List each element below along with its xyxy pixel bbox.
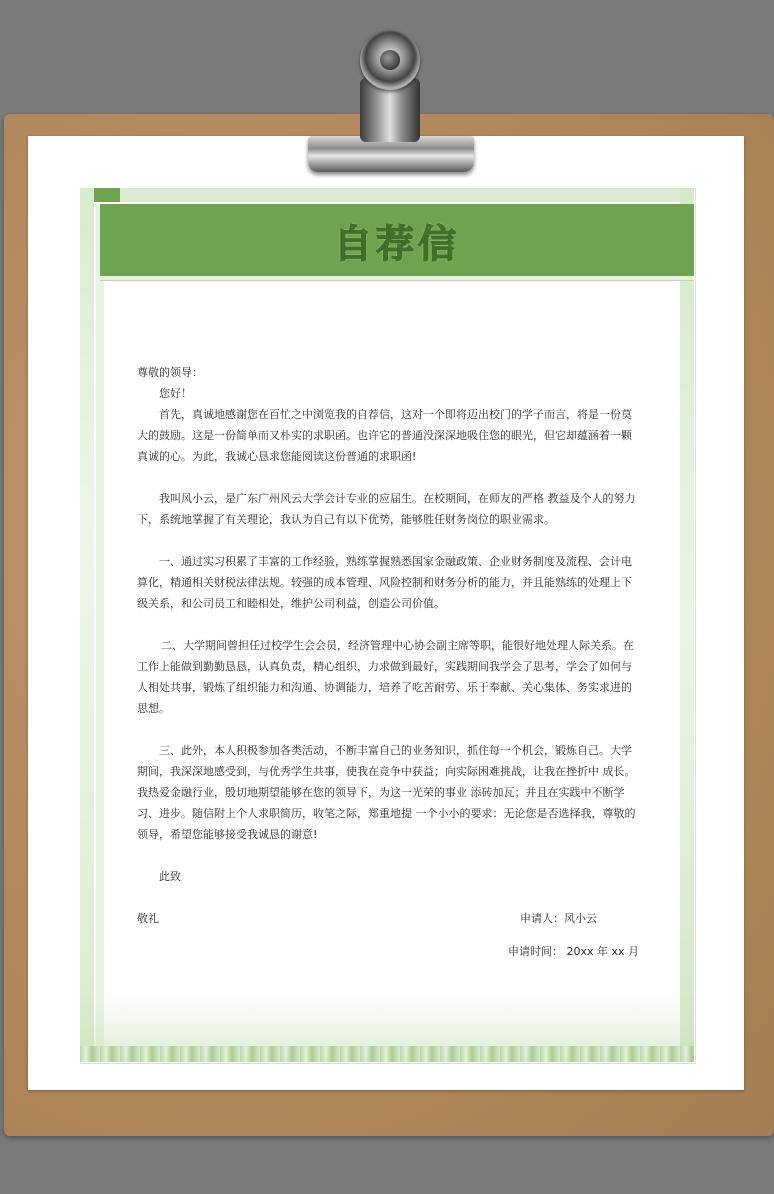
paragraph-gap xyxy=(137,614,641,635)
paragraph-intro: 首先，真诚地感谢您在百忙之中浏览我的自荐信，这对一个即将迈出校门的学子而言，将是一份莫大的鼓励。这是一份简单而又朴实的求职函。也许它的普通没深深地吸住您的眼光，但它却蕴涵着一颗真诚的心。为此，我诚心恳求您能阅读这份普通的求职函! xyxy=(137,408,632,463)
document-title: 自荐信 xyxy=(333,221,460,266)
frame-right-border xyxy=(680,188,694,1062)
frame-left-border xyxy=(80,188,94,1062)
signature-row xyxy=(137,908,641,929)
paragraph-gap xyxy=(137,845,641,866)
salutation: 您好！ xyxy=(159,387,192,400)
closing-line-1: 此致 xyxy=(159,870,181,883)
applicant-name: 申请人：风小云 xyxy=(520,912,597,925)
binder-clip-hole xyxy=(380,50,400,70)
paragraph-gap xyxy=(137,530,641,551)
frame-bottom-fade xyxy=(80,990,694,1046)
paragraph-gap xyxy=(137,887,641,908)
letter-body xyxy=(137,362,641,962)
date-row xyxy=(137,941,641,962)
title-banner xyxy=(100,204,694,280)
paragraph-self-intro: 我叫风小云，是广东广州风云大学会计专业的应届生。在校期间，在师友的严格 教益及个人的努力下，系统地掌握了有关理论，我认为自己有以下优势，能够胜任财务岗位的职业需求。 xyxy=(137,492,636,526)
frame-left-inner-border xyxy=(96,204,104,1062)
paragraph-gap xyxy=(137,719,641,740)
frame-top-strip xyxy=(80,188,694,202)
paragraph-point-1: 一、通过实习积累了丰富的工作经验，熟练掌握熟悉国家金融政策、企业财务制度及流程、会计电算化，精通相关财税法律法规。较强的成本管理、风险控制和财务分析的能力，并且能熟练的处理上下级关系，和公司员工和睦相处，维护公司利益，创造公司价值。 xyxy=(137,555,632,610)
paragraph-point-3: 三、此外，本人积极参加各类活动，不断丰富自己的业务知识，抓住每一个机会，锻炼自己。大学期间，我深深地感受到，与优秀学生共事，使我在竞争中获益；向实际困难挑战，让我在挫折中 成长。我热爱金融行业，殷切地期望能够在您的领导下，为这一光荣的事业 添砖加瓦；并且在实践中不断学习、进步。随信附上个人求职简历，收笔之际，郑重地提 一个小小的要求：无论您是否选择我，尊敬的领导，希望您能够接受我诚恳的谢意! xyxy=(137,744,636,841)
closing-line-2: 敬礼 xyxy=(137,912,159,925)
frame-bottom-border xyxy=(80,1046,694,1062)
application-date: 申请时间： 20xx 年 xx 月 xyxy=(507,945,639,958)
paragraph-point-2: 二、大学期间曾担任过校学生会会员，经济管理中心协会副主席等职，能很好地处理人际关系。在工作上能做到勤勤恳恳，认真负责，精心组织，力求做到最好，实践期间我学会了思考，学会了如何与人相处共事，锻炼了组织能力和沟通、协调能力，培养了吃苦耐劳、乐于奉献、关心集体、务实求进的思想。 xyxy=(137,639,634,715)
greeting: 尊敬的领导： xyxy=(137,366,203,379)
paragraph-gap xyxy=(137,467,641,488)
